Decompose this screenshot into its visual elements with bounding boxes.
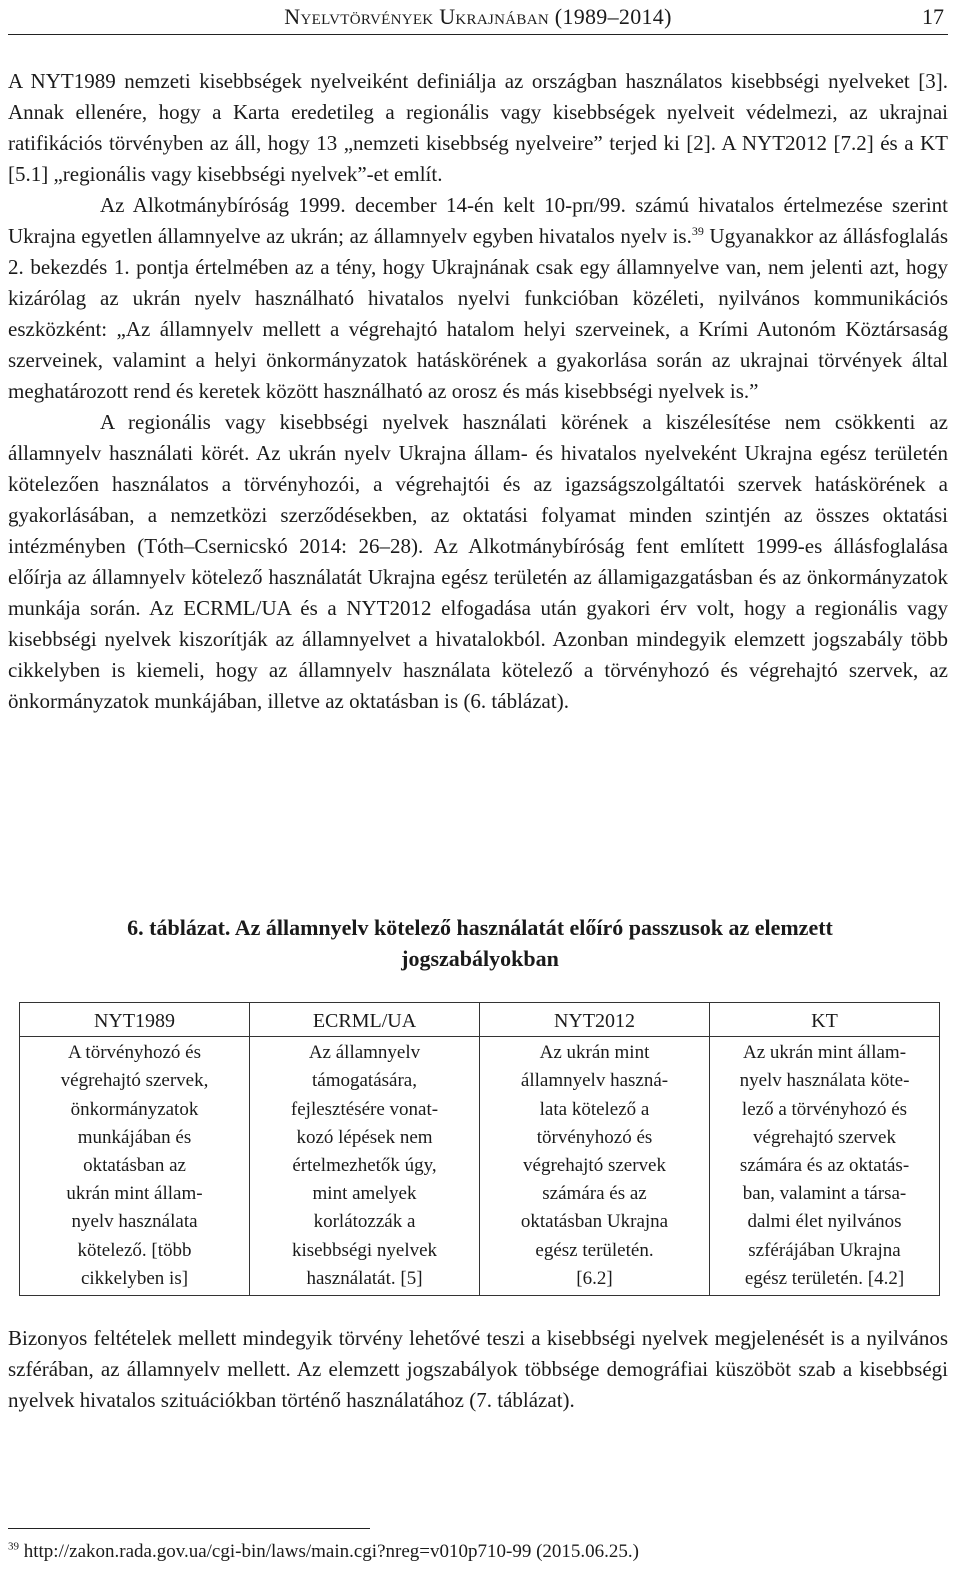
cell-line: támogatására,	[312, 1070, 417, 1092]
cell-line: oktatásban Ukrajna	[520, 1211, 669, 1233]
cell-line: lata kötelező a	[539, 1098, 650, 1120]
column-header-kt: KT	[710, 1003, 940, 1037]
cell-line: mint amelyek	[312, 1183, 417, 1205]
column-header-nyt2012: NYT2012	[480, 1003, 710, 1037]
footnote-text: http://zakon.rada.gov.ua/cgi-bin/laws/main.cgi?nreg=v010p710-99 (2015.06.25.)	[19, 1541, 639, 1562]
cell-line: cikkelyben is]	[80, 1267, 189, 1289]
cell-line: lező a törvényhozó és	[741, 1098, 908, 1120]
cell-line: oktatásban az	[83, 1155, 186, 1177]
closing-text	[8, 1323, 948, 1416]
cell-line: végrehajtó szervek	[523, 1155, 666, 1177]
cell-line: végrehajtó szervek,	[60, 1070, 209, 1092]
page-number: 17	[922, 4, 944, 29]
cell-line: nyelv használata	[71, 1211, 198, 1233]
cell-line: munkájában és	[77, 1126, 192, 1148]
closing-paragraph: Bizonyos feltételek mellett mindegyik törvény lehetővé teszi a kisebbségi nyelvek megjelenését is a nyilvános szférában, az államnyelv mellett. Az elemzett jogszabályok többsége demográfiai küszöböt szab a kisebbségi nyelvek hivatalos szituációkban történő használatához (7. táblázat).	[8, 1326, 948, 1412]
cell-line: Az ukrán mint	[539, 1042, 650, 1064]
cell-line: végrehajtó szervek	[753, 1126, 896, 1148]
paragraph-1: A NYT1989 nemzeti kisebbségek nyelveiként definiálja az országban használatos kisebbségi nyelveket [3]. Annak ellenére, hogy a Karta eredetileg a regionális vagy kisebbségek nyelveit védelmezi, az ukrajnai ratifikációs törvényben az áll, hogy 13 „nemzeti kisebbség nyelveire” terjed ki [2]. A NYT2012 [7.2] és a KT [5.1] „regionális vagy kisebbségi nyelvek”-et említ.	[8, 69, 948, 186]
column-header-nyt1989: NYT1989	[20, 1003, 250, 1037]
cell-line: kozó lépések nem	[296, 1126, 433, 1148]
cell-line: ukrán mint állam-	[66, 1183, 203, 1205]
table-header-row	[20, 1003, 940, 1037]
cell-line: értelmezhetők úgy,	[292, 1155, 437, 1177]
footnote-number: 39	[8, 1540, 19, 1553]
cell-line: dalmi élet nyilvános	[747, 1211, 902, 1233]
cell-line: A törvényhozó és	[68, 1042, 201, 1064]
paragraph-2-after: Ugyanakkor az állásfoglalás 2. bekezdés 1. pontja értelmében az a tény, hogy Ukrajnának csak egy államnyelve van, nem jelenti azt, hogy kizárólag az ukrán nyelv használható hivatalos nyelvi funkcióban közéleti, nyilvános kommunikációs eszközként: „Az államnyelv mellett a végrehajtó hatalom helyi szerveinek, a Krími Autonóm Köztársaság szerveinek, valamint a helyi önkormányzatok hatáskörének a gyakorlása során az ukrajnai törvények által meghatározott rend és keretek között használható az orosz és más kisebbségi nyelvek is.”	[8, 224, 948, 403]
cell-line: korlátozzák a	[313, 1211, 416, 1233]
cell-line: egész területén.	[535, 1239, 654, 1261]
cell-line: ban, valamint a társa-	[742, 1183, 907, 1205]
cell-line: egész területén. [4.2]	[744, 1267, 905, 1289]
main-text	[8, 66, 948, 717]
table-row	[20, 1037, 940, 1296]
cell-line: fejlesztésére vonat-	[290, 1098, 439, 1120]
cell-line: kisebbségi nyelvek	[291, 1239, 438, 1261]
table-caption	[20, 912, 940, 974]
cell-line: számára és az	[542, 1183, 647, 1205]
running-title: Nyelvtörvények Ukrajnában (1989–2014)	[284, 4, 672, 29]
cell-line: Az ukrán mint állam-	[742, 1042, 907, 1064]
cell-line: önkormányzatok	[70, 1098, 199, 1120]
cell-kt	[710, 1037, 940, 1296]
cell-line: használatát. [5]	[306, 1267, 423, 1289]
footnote-separator	[8, 1528, 370, 1529]
footnote	[8, 1540, 639, 1564]
page-header	[8, 2, 948, 35]
cell-nyt1989	[20, 1037, 250, 1296]
footnote-reference: 39	[691, 224, 704, 238]
cell-line: [6.2]	[576, 1267, 613, 1289]
cell-line: nyelv használata köte-	[739, 1070, 910, 1092]
column-header-ecrml-ua: ECRML/UA	[250, 1003, 480, 1037]
cell-line: államnyelv haszná-	[520, 1070, 669, 1092]
table-caption-line-1: 6. táblázat. Az államnyelv kötelező használatát előíró passzusok az elemzett	[127, 915, 833, 940]
cell-line: kötelező. [több	[77, 1239, 192, 1261]
cell-line: törvényhozó és	[536, 1126, 653, 1148]
cell-ecrml-ua	[250, 1037, 480, 1296]
cell-line: szférájában Ukrajna	[748, 1239, 901, 1261]
paragraph-2-before: Az Alkotmánybíróság 1999. december 14-én kelt 10-рп/99. számú hivatalos értelmezése szerint Ukrajna egyetlen államnyelve az ukrán; az államnyelv egyben hivatalos nyelv is.	[8, 193, 948, 248]
cell-nyt2012	[480, 1037, 710, 1296]
paragraph-3: A regionális vagy kisebbségi nyelvek használati körének a kiszélesítése nem csökkenti az államnyelv használati körét. Az ukrán nyelv Ukrajna állam- és hivatalos nyelveként Ukrajna egész területén kötelezően használatos a törvényhozói, a végrehajtói és az igazságszolgáltatói szervek hatáskörének a gyakorlásában, a nemzetközi szerződésekben, az oktatási folyamat minden szintjén az összes oktatási intézményben (Tóth–Csernicskó 2014: 26–28). Az Alkotmánybíróság fent említett 1999-es állásfoglalása előírja az államnyelv kötelező használatát Ukrajna egész területén az államigazgatásban és az önkormányzatok munkája során. Az ECRML/UA és a NYT2012 elfogadása után gyakori érv volt, hogy a regionális vagy kisebbségi nyelvek kiszorítják az államnyelvet a hivatalokból. Azonban mindegyik elemzett jogszabály több cikkelyben is kiemeli, hogy az államnyelv használata kötelező a törvényhozó és végrehajtó szervek, az önkormányzatok munkájában, illetve az oktatásban is (6. táblázat).	[8, 410, 948, 713]
paragraph-2	[8, 190, 948, 407]
cell-line: Az államnyelv	[308, 1042, 421, 1064]
table-caption-line-2: jogszabályokban	[401, 946, 559, 971]
law-comparison-table	[19, 1002, 940, 1296]
cell-line: számára és az oktatás-	[739, 1155, 910, 1177]
